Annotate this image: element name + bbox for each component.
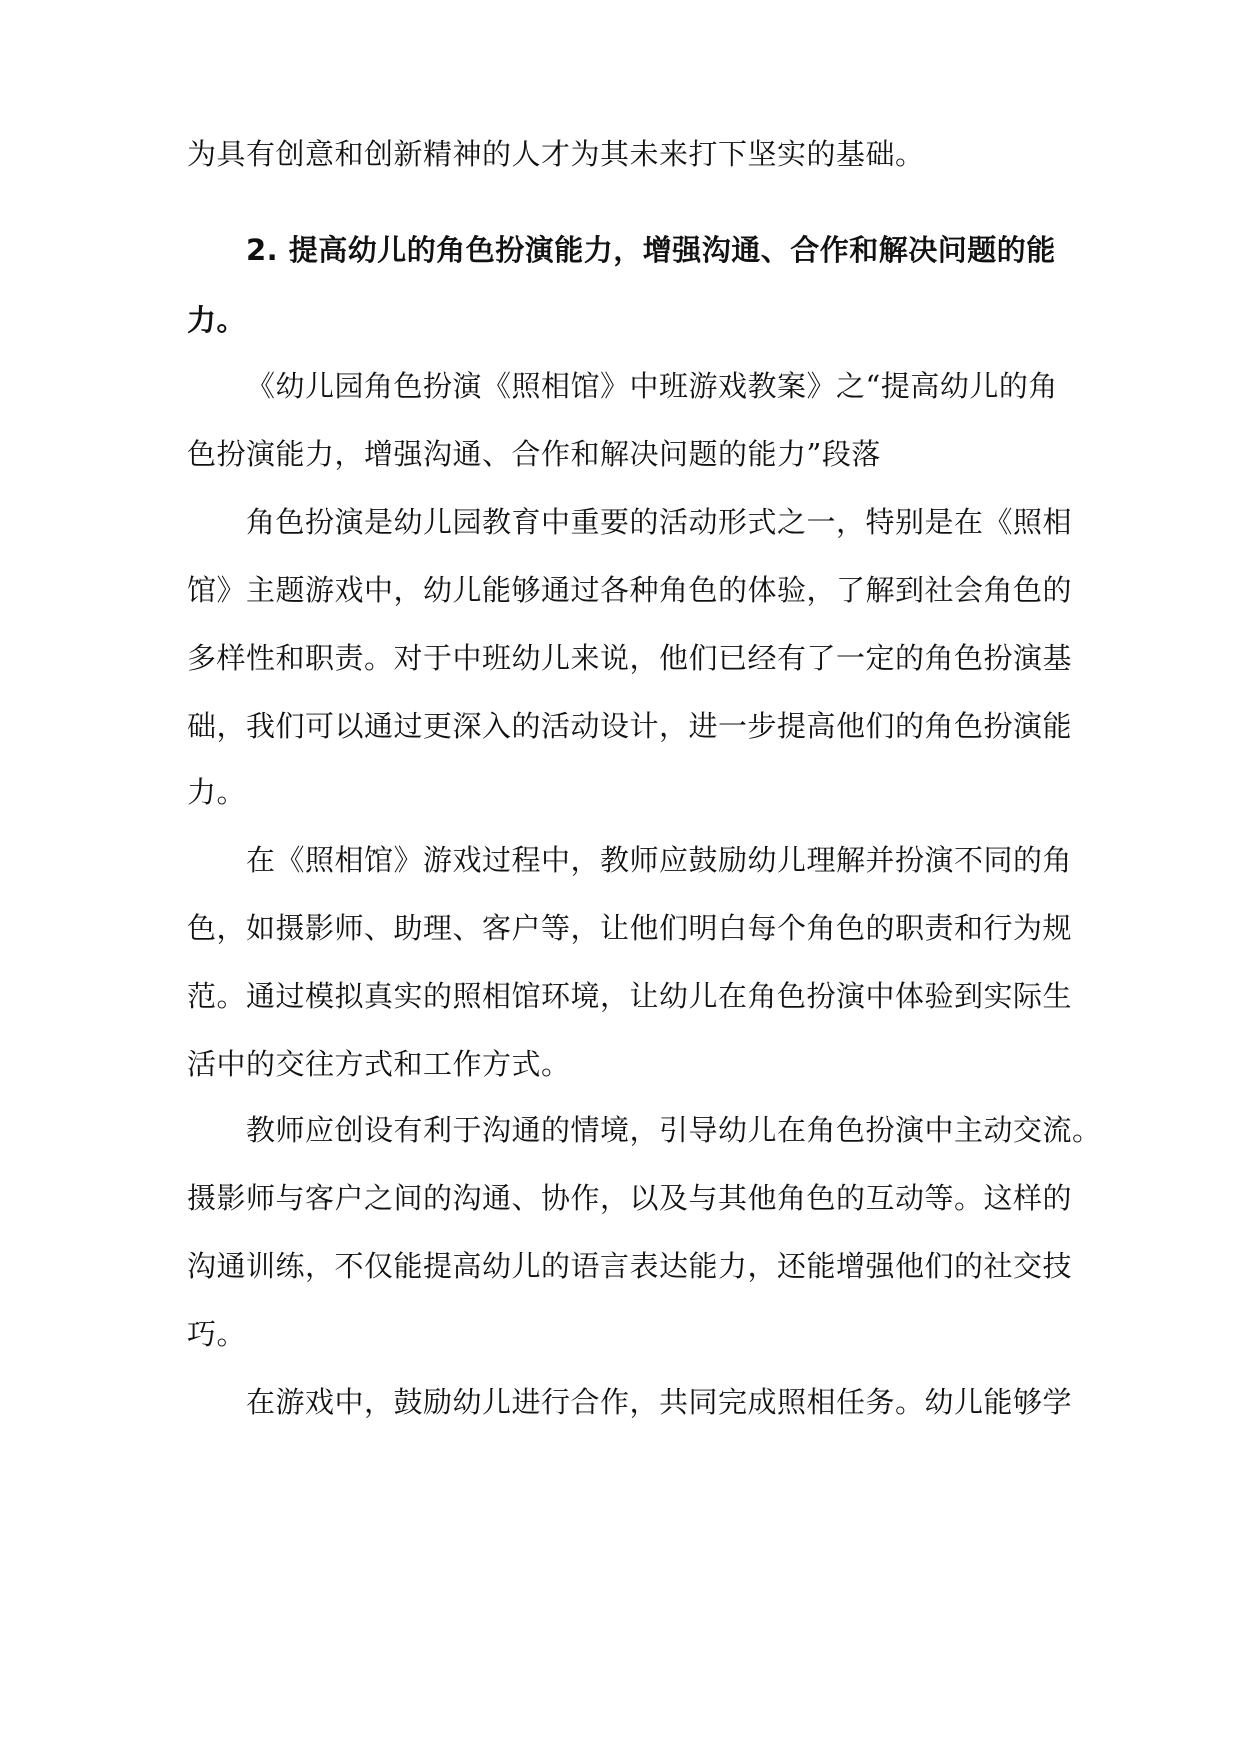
text-line: 础，我们可以通过更深入的活动设计，进一步提高他们的角色扮演能 [187, 709, 1073, 743]
text-line: 力。 [187, 775, 247, 809]
text-line: 巧。 [187, 1317, 247, 1351]
text-line: 角色扮演是幼儿园教育中重要的活动形式之一，特别是在《照相 [246, 505, 1073, 539]
text-line: 在《照相馆》游戏过程中，教师应鼓励幼儿理解并扮演不同的角 [246, 843, 1073, 877]
text-line: 沟通训练，不仅能提高幼儿的语言表达能力，还能增强他们的社交技 [187, 1249, 1073, 1283]
text-line: 色扮演能力，增强沟通、合作和解决问题的能力”段落 [187, 437, 881, 471]
text-line: 《幼儿园角色扮演《照相馆》中班游戏教案》之“提高幼儿的角 [246, 369, 1058, 403]
text-line: 在游戏中，鼓励幼儿进行合作，共同完成照相任务。幼儿能够学 [246, 1385, 1073, 1419]
text-line: 范。通过模拟真实的照相馆环境，让幼儿在角色扮演中体验到实际生 [187, 979, 1073, 1013]
text-line: 摄影师与客户之间的沟通、协作，以及与其他角色的互动等。这样的 [187, 1181, 1073, 1215]
text-line: 馆》主题游戏中，幼儿能够通过各种角色的体验，了解到社会角色的 [187, 573, 1073, 607]
text-line: 色，如摄影师、助理、客户等，让他们明白每个角色的职责和行为规 [187, 911, 1073, 945]
text-line: 活中的交往方式和工作方式。 [187, 1047, 571, 1081]
text-line: 教师应创设有利于沟通的情境，引导幼儿在角色扮演中主动交流。 [246, 1113, 1102, 1147]
section-heading-continued: 力。 [187, 303, 247, 337]
text-line: 为具有创意和创新精神的人才为其未来打下坚实的基础。 [187, 137, 925, 171]
section-heading: 2. 提高幼儿的角色扮演能力，增强沟通、合作和解决问题的能 [246, 233, 1056, 267]
text-line: 多样性和职责。对于中班幼儿来说，他们已经有了一定的角色扮演基 [187, 641, 1073, 675]
